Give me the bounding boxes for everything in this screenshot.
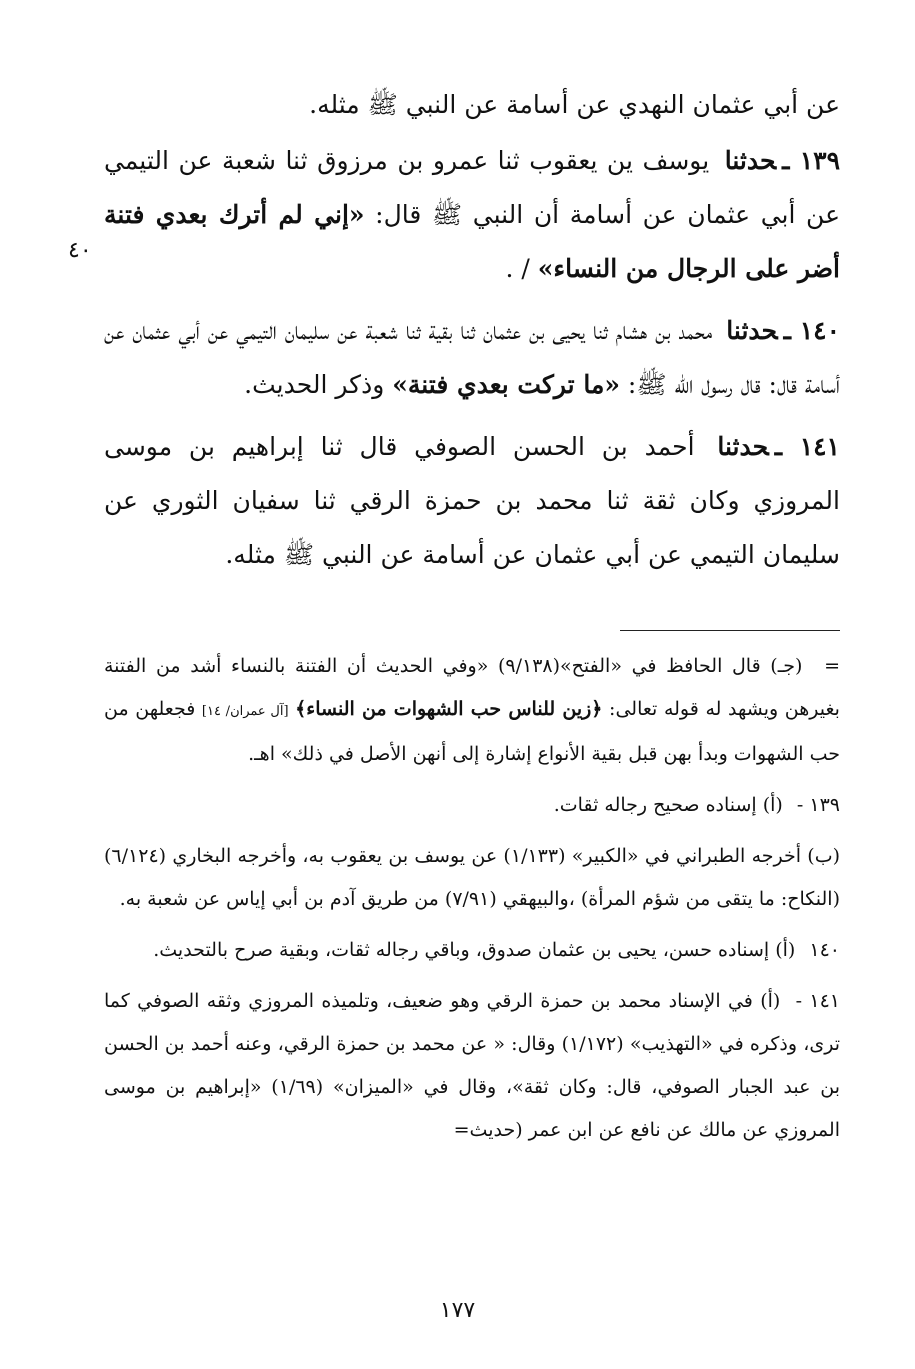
footnote-separator: [620, 630, 840, 631]
continuation-mark: =: [824, 655, 841, 677]
entry-keyword: حدثنا: [724, 146, 777, 175]
verse-reference: [آل عمران/ ١٤]: [201, 704, 289, 719]
page-number: ١٧٧: [439, 1298, 476, 1323]
footnote-number: ١٣٩ -: [796, 794, 840, 816]
footnote-140: [104, 929, 840, 972]
entry-number: ١٤١ ـ: [774, 432, 840, 461]
footnote-number: ١٤٠: [809, 939, 840, 961]
opening-line: عن أبي عثمان النهدي عن أسامة عن النبي ﷺ مثله.: [309, 90, 840, 119]
hadith-entry-141: [104, 420, 840, 582]
footnotes: [104, 645, 840, 1160]
footnote-number: ١٤١ -: [795, 990, 841, 1012]
footnote-continuation: [104, 645, 840, 776]
margin-page-marker: ٤٠: [68, 238, 92, 263]
entry-text: يوسف ين يعقوب ثنا عمرو بن مرزوق ثنا شعبة عن التيمي عن أبي عثمان عن أسامة أن النبي ﷺ قال:: [104, 146, 840, 229]
footnote-text: (أ) إسناده صحيح رجاله ثقات.: [553, 794, 783, 816]
footnote-139: [104, 784, 840, 827]
entry-number: ١٣٩ ـ: [782, 146, 841, 175]
footnote-text: (جـ) قال الحافظ في «الفتح»(٩/١٣٨) «وفي الحديث أن الفتنة بالنساء أشد من الفتنة بغيرهن ويشهد له قوله تعالى:: [104, 655, 840, 720]
footnote-text: (أ) إسناده حسن، يحيى بن عثمان صدوق، وباقي رجاله ثقات، وبقية صرح بالتحديث.: [153, 939, 796, 961]
entry-text: محمد بن هشام ثنا يحيى بن عثمان ثنا بقية ثنا شعبة عن سليمان التيمي عن أبي عثمان عن أسامة قال: قال رسول الله ﷺ:: [104, 316, 840, 399]
entry-keyword: حدثنا: [726, 316, 778, 345]
footnote-text: فجعلهن من حب الشهوات وبدأ بهن قبل بقية الأنواع إشارة إلى أنهن الأصل في ذلك» اهـ.: [104, 698, 840, 765]
footnote-141: [104, 980, 840, 1152]
entry-quote: «ما تركت بعدي فتنة»: [392, 370, 620, 399]
quran-verse: ﴿زين للناس حب الشهوات من النساء﴾: [295, 698, 603, 720]
entry-quote: «إني لم أترك بعدي فتنة أضر على الرجال من النساء»: [104, 200, 840, 283]
entry-text: أحمد بن الحسن الصوفي قال ثنا إبراهيم بن موسى المروزي وكان ثقة ثنا محمد بن حمزة الرقي ثنا سفيان الثوري عن سليمان التيمي عن أبي عثمان عن أسامة عن النبي ﷺ مثله.: [104, 432, 840, 569]
entry-number: ١٤٠ ـ: [783, 316, 841, 345]
footnote-139-b: [104, 835, 840, 921]
footnote-text: (ب) أخرجه الطبراني في «الكبير» (١/١٣٣) عن يوسف بن يعقوب به، وأخرجه البخاري (٦/١٢٤) (النكاح: ما يتقى من شؤم المرأة) ،والبيهقي (٧/٩١) من طريق آدم بن أبي إياس عن شعبة به.: [104, 845, 841, 910]
footnote-text: (أ) في الإسناد محمد بن حمزة الرقي وهو ضعيف، وتلميذه المروزي وثقه الصوفي كما ترى، وذكره في «التهذيب» (١/١٧٢) وقال: « عن محمد بن حمزة الرقي، وعنه أحمد بن الحسن بن عبد الجبار الصوفي، قال: وكان ثقة»، وقال في «الميزان» (١/٦٩) «إبراهيم بن موسى المروزي عن مالك عن نافع عن ابن عمر (حديث=: [104, 990, 841, 1141]
hadith-entry-139: [104, 134, 840, 296]
main-text: [104, 78, 840, 590]
entry-tail: / .: [505, 254, 538, 283]
hadith-entry-140: [104, 304, 840, 412]
entry-tail: وذكر الحديث.: [244, 370, 393, 399]
entry-keyword: حدثنا: [717, 432, 769, 461]
